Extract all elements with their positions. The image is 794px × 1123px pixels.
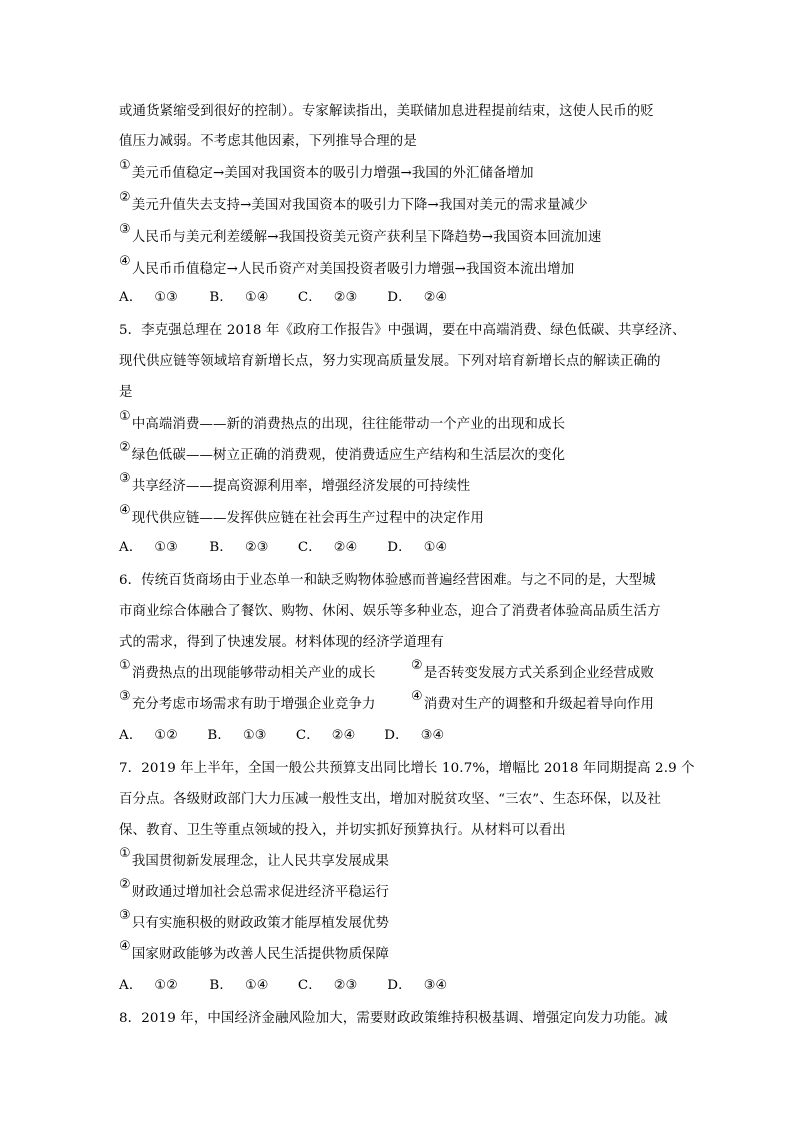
q4-choice-b[interactable]: B． ①④: [209, 290, 269, 305]
q5-choice-a[interactable]: A． ①③: [119, 540, 178, 555]
q7-choice-a[interactable]: A． ①②: [119, 978, 178, 993]
q5-choice-b[interactable]: B． ②③: [209, 540, 269, 555]
q4-choice-c[interactable]: C． ②③: [297, 290, 358, 305]
q5-option-1: [119, 409, 566, 434]
q6-choice-a[interactable]: A． ①②: [119, 728, 178, 743]
q5-option-3-marker: ③: [119, 471, 131, 486]
q5-option-1-marker: ①: [119, 409, 131, 424]
q5-choices: [119, 539, 447, 557]
q5-option-3-text: 共享经济——提高资源利用率，增强经济发展的可持续性: [131, 479, 471, 494]
q4-option-2-text: 美元升值失去支持→美国对我国资本的吸引力下降→我国对美元的需求量减少: [131, 198, 588, 213]
q7-option-1: [119, 846, 390, 871]
intro-line-1: 或通货紧缩受到很好的控制）。专家解读指出，美联储加息进程提前结束，这使人民币的贬: [119, 104, 654, 119]
q7-choice-b[interactable]: B． ①④: [209, 978, 269, 993]
q6-option-row-1: [119, 658, 655, 683]
q4-choices: [119, 289, 447, 307]
q4-option-2-marker: ②: [119, 190, 131, 205]
q7-option-4-text: 国家财政能够为改善人民生活提供物质保障: [131, 947, 390, 962]
q6-stem-line-1: 6．传统百货商场由于业态单一和缺乏购物体验感而普遍经营困难。与之不同的是，大型城: [119, 573, 656, 588]
q5-option-4-marker: ④: [119, 503, 131, 518]
q6-option-4: ④消费对生产的调整和升级起着导向作用: [411, 689, 655, 712]
q5-option-4: [119, 503, 484, 528]
q7-option-1-marker: ①: [119, 846, 131, 861]
q5-choice-d[interactable]: D． ①④: [387, 540, 448, 555]
q7-choice-c[interactable]: C． ②③: [297, 978, 358, 993]
q5-stem-line-2: 现代供应链等领域培育新增长点，努力实现高质量发展。下列对培育新增长点的解读正确的: [119, 354, 661, 369]
q4-option-3: [119, 222, 602, 247]
q5-stem-line-3: 是: [119, 385, 133, 400]
q4-option-1-marker: ①: [119, 158, 131, 173]
q6-choice-d[interactable]: D． ③④: [384, 728, 445, 743]
q5-stem-line-1: 5．李克强总理在 2018 年《政府工作报告》中强调，要在中高端消费、绿色低碳、共享经济、: [119, 323, 686, 338]
q6-option-4-marker: ④: [411, 689, 423, 704]
q6-option-row-2: [119, 689, 655, 714]
q5-option-3: [119, 471, 471, 496]
q7-option-3: [119, 908, 390, 933]
q4-option-4-text: 人民币币值稳定→人民币资产对美国投资者吸引力增强→我国资本流出增加: [131, 262, 575, 277]
q5-option-2: [119, 440, 566, 465]
q4-option-4-marker: ④: [119, 254, 131, 269]
q4-option-4: [119, 254, 575, 279]
q4-choice-a[interactable]: A． ①③: [119, 290, 178, 305]
q6-option-2: ②是否转变发展方式关系到企业经营成败: [411, 658, 655, 681]
q5-choice-c[interactable]: C． ②④: [297, 540, 358, 555]
q7-option-4-marker: ④: [119, 939, 131, 954]
q7-stem-line-2: 百分点。各级财政部门大力压减一般性支出，增加对脱贫攻坚、“三农”、生态环保，以及社: [119, 792, 662, 807]
q7-option-2-text: 财政通过增加社会总需求促进经济平稳运行: [131, 885, 390, 900]
q4-choice-d[interactable]: D． ②④: [387, 290, 448, 305]
q6-stem-line-3: 式的需求，得到了快速发展。材料体现的经济学道理有: [119, 635, 444, 650]
q7-option-1-text: 我国贯彻新发展理念，让人民共享发展成果: [131, 854, 390, 869]
q8-stem-line-1: 8．2019 年，中国经济金融风险加大，需要财政政策维持积极基调、增强定向发力功能。减: [119, 1011, 668, 1026]
q6-stem-line-2: 市商业综合体融合了餐饮、购物、休闲、娱乐等多种业态，迎合了消费者体验高品质生活方: [119, 604, 661, 619]
q6-choice-b[interactable]: B． ①③: [207, 728, 267, 743]
q7-option-2-marker: ②: [119, 877, 131, 892]
q7-choice-d[interactable]: D． ③④: [387, 978, 448, 993]
q7-stem-line-1: 7．2019 年上半年，全国一般公共预算支出同比增长 10.7%，增幅比 2018 年同期提高 2.9 个: [119, 761, 695, 776]
q7-stem-line-3: 保、教育、卫生等重点领域的投入，并切实抓好预算执行。从材料可以看出: [119, 823, 566, 838]
q4-option-1: [119, 158, 534, 183]
q5-option-4-text: 现代供应链——发挥供应链在社会再生产过程中的决定作用: [131, 511, 484, 526]
q5-option-2-text: 绿色低碳——树立正确的消费观，使消费适应生产结构和生活层次的变化: [131, 448, 566, 463]
q7-option-4: [119, 939, 390, 964]
q6-option-3-marker: ③: [119, 689, 131, 704]
q5-option-1-text: 中高端消费——新的消费热点的出现，往往能带动一个产业的出现和成长: [131, 417, 566, 432]
q7-option-2: [119, 877, 390, 902]
q6-option-3: ③充分考虑市场需求有助于增强企业竞争力: [119, 689, 376, 712]
q5-option-2-marker: ②: [119, 440, 131, 455]
intro-line-2: 值压力减弱。不考虑其他因素，下列推导合理的是: [119, 134, 417, 149]
q7-option-3-text: 只有实施积极的财政政策才能厚植发展优势: [131, 916, 390, 931]
q6-choices: [119, 727, 444, 745]
q4-option-2: [119, 190, 588, 215]
q6-option-2-marker: ②: [411, 658, 423, 673]
q6-option-1-marker: ①: [119, 658, 131, 673]
q7-choices: [119, 977, 447, 995]
q6-choice-c[interactable]: C． ②④: [295, 728, 356, 743]
q7-option-3-marker: ③: [119, 908, 131, 923]
q6-option-1: ①消费热点的出现能够带动相关产业的成长: [119, 658, 376, 681]
q4-option-3-marker: ③: [119, 222, 131, 237]
q4-option-1-text: 美元币值稳定→美国对我国资本的吸引力增强→我国的外汇储备增加: [131, 166, 534, 181]
q4-option-3-text: 人民币与美元利差缓解→我国投资美元资产获利呈下降趋势→我国资本回流加速: [131, 230, 602, 245]
